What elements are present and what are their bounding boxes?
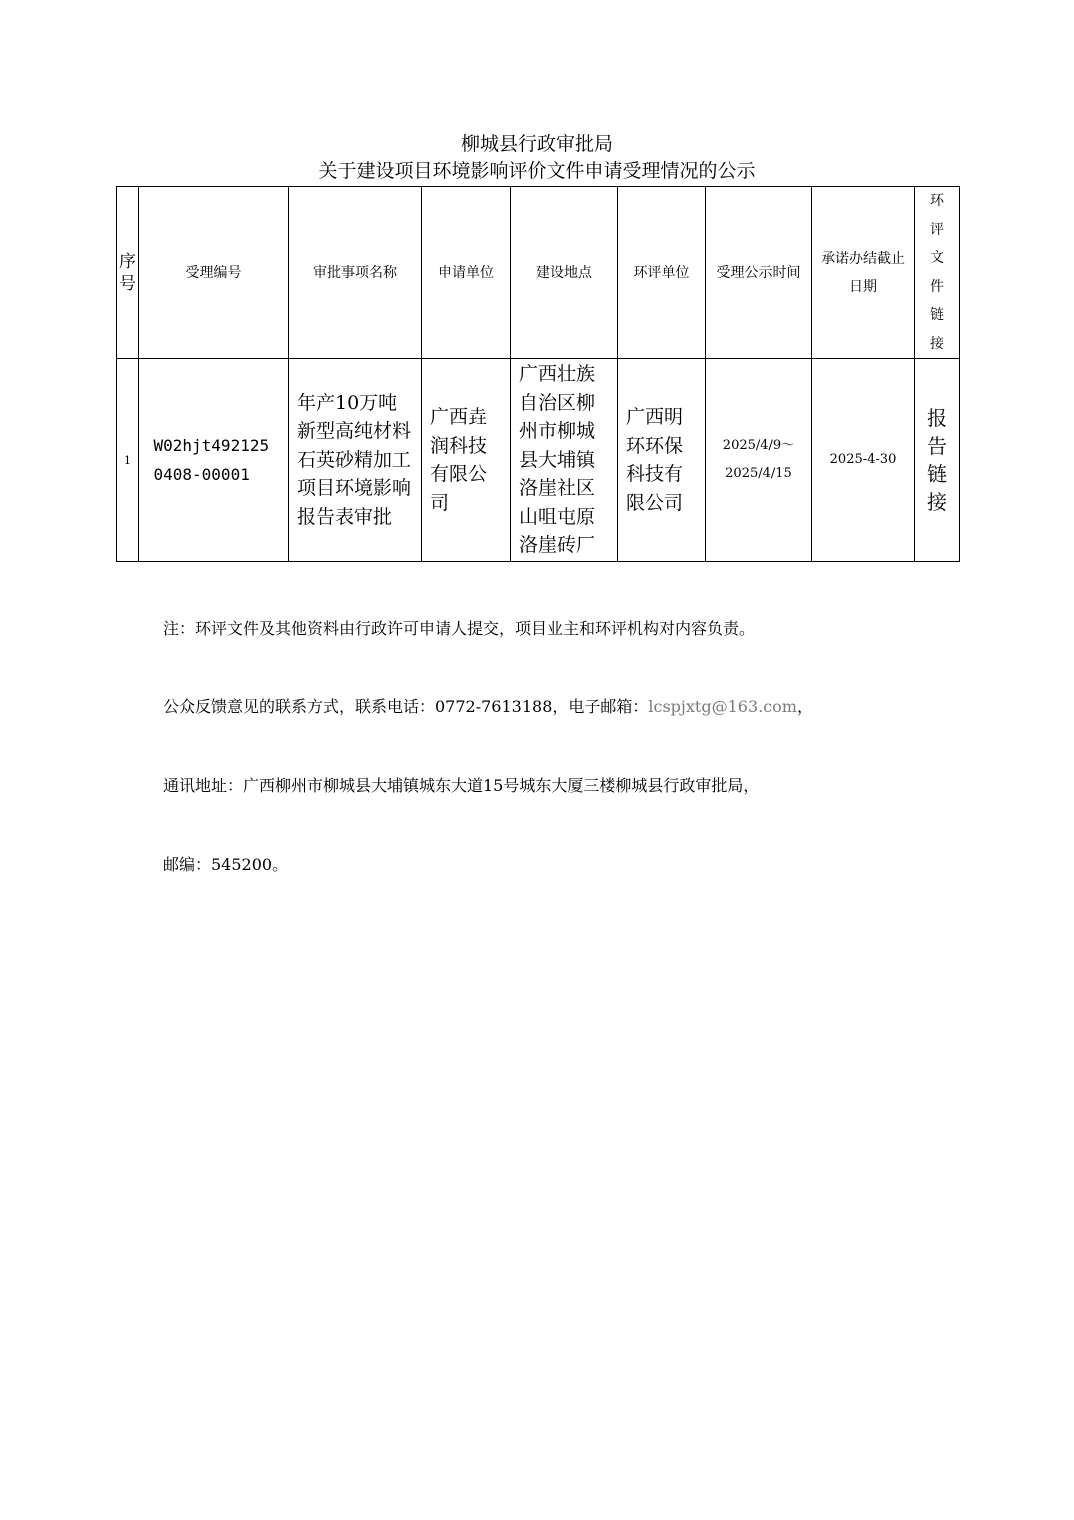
note-contact bbox=[163, 695, 813, 719]
note-contact-suffix: ， bbox=[796, 697, 813, 716]
notice-table bbox=[116, 186, 960, 562]
header-notice-time bbox=[706, 187, 812, 359]
table-row bbox=[117, 359, 960, 562]
header-item: 审批事项名称 bbox=[289, 187, 422, 359]
cell-item bbox=[289, 359, 422, 562]
note-contact-text: 公众反馈意见的联系方式，联系电话：0772-7613188，电子邮箱： bbox=[163, 697, 649, 716]
header-seq bbox=[117, 187, 139, 359]
cell-eia-unit-text: 广西明环环保科技有限公司 bbox=[626, 406, 684, 514]
header-eia-unit: 环评单位 bbox=[618, 187, 706, 359]
cell-applicant-text: 广西垚润科技有限公司 bbox=[430, 406, 488, 514]
note-responsibility: 注：环评文件及其他资料由行政许可申请人提交，项目业主和环评机构对内容负责。 bbox=[163, 619, 756, 638]
cell-notice-time-end: 2025/4/15 bbox=[725, 466, 792, 481]
cell-location bbox=[511, 359, 618, 562]
header-seq-label: 序号 bbox=[119, 251, 136, 294]
cell-code-text: W02hjt4921250408-00001 bbox=[153, 436, 270, 484]
cell-item-text: 年产10万吨新型高纯材料石英砂精加工项目环境影响报告表审批 bbox=[297, 391, 412, 528]
cell-seq: 1 bbox=[117, 359, 139, 562]
header-notice-time-label: 受理公示时间 bbox=[716, 264, 801, 281]
header-location: 建设地点 bbox=[511, 187, 618, 359]
cell-notice-time-start: 2025/4/9～ bbox=[722, 438, 795, 453]
note-address: 通讯地址：广西柳州市柳城县大埔镇城东大道15号城东大厦三楼柳城县行政审批局， bbox=[163, 776, 760, 795]
cell-code bbox=[139, 359, 289, 562]
note-postcode: 邮编：545200。 bbox=[163, 855, 289, 874]
table-header-row bbox=[117, 187, 960, 359]
header-link-label: 环评文件链接 bbox=[930, 193, 944, 352]
header-deadline bbox=[812, 187, 915, 359]
header-code: 受理编号 bbox=[139, 187, 289, 359]
header-link bbox=[915, 187, 960, 359]
cell-applicant bbox=[422, 359, 511, 562]
report-link[interactable] bbox=[915, 359, 960, 562]
cell-location-text: 广西壮族自治区柳州市柳城县大埔镇洛崖社区山咀屯原洛崖砖厂 bbox=[519, 363, 596, 557]
header-applicant: 申请单位 bbox=[422, 187, 511, 359]
cell-deadline: 2025-4-30 bbox=[812, 359, 915, 562]
header-deadline-label: 承诺办结截止日期 bbox=[821, 250, 905, 295]
document-title: 柳城县行政审批局 bbox=[460, 133, 613, 155]
cell-eia-unit bbox=[618, 359, 706, 562]
report-link-text[interactable]: 报告链接 bbox=[927, 406, 947, 514]
cell-notice-time bbox=[706, 359, 812, 562]
email-link[interactable]: lcspjxtg@163.com bbox=[648, 697, 797, 716]
document-subtitle: 关于建设项目环境影响评价文件申请受理情况的公示 bbox=[318, 160, 756, 182]
